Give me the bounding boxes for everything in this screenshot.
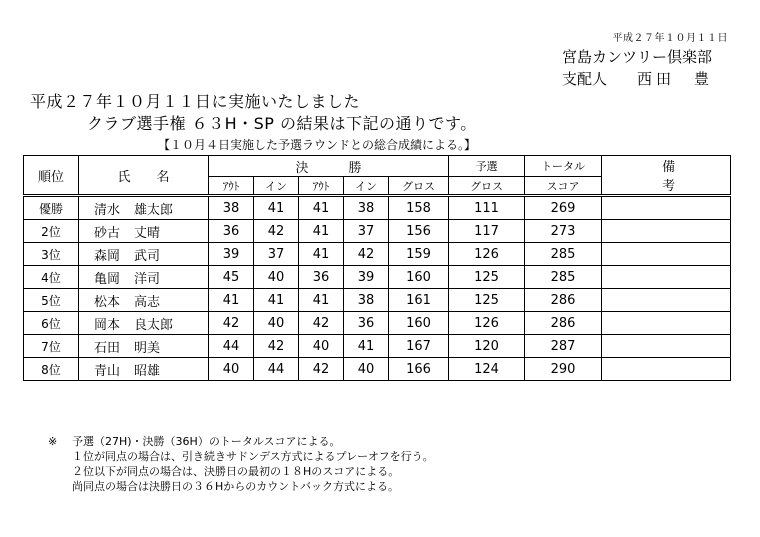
cell-name [79, 312, 209, 335]
cell-total: 286 [525, 289, 602, 312]
cell-remarks [602, 312, 731, 335]
cell-qual: 125 [449, 266, 525, 289]
cell-in: 40 [254, 266, 299, 289]
cell-name [79, 220, 209, 243]
results-body [24, 196, 731, 381]
cell-name [79, 196, 209, 220]
cell-name [79, 358, 209, 381]
header-remarks: 備考 [602, 156, 731, 196]
cell-total: 287 [525, 335, 602, 358]
family-name: 松本 [94, 294, 121, 310]
cell-out2: 41 [299, 220, 344, 243]
header-in-2: イン [344, 177, 389, 196]
cell-rank: 7位 [24, 335, 79, 358]
given-name: 武司 [134, 248, 161, 264]
table-row [24, 196, 731, 220]
given-name: 良太郎 [134, 317, 174, 333]
table-row [24, 220, 731, 243]
cell-out: 45 [209, 266, 254, 289]
note-line-0 [48, 434, 434, 449]
given-name: 雄太郎 [134, 202, 174, 218]
results-table [23, 155, 736, 381]
cell-in: 41 [254, 196, 299, 220]
note-mark: ※ [48, 435, 58, 448]
given-name: 明美 [134, 340, 161, 356]
cell-gross: 166 [389, 358, 449, 381]
cell-total: 286 [525, 312, 602, 335]
cell-out: 39 [209, 243, 254, 266]
header-row-1 [24, 156, 731, 177]
header-out-2: ｱｳﾄ [299, 177, 344, 196]
cell-gross: 158 [389, 196, 449, 220]
cell-out2: 40 [299, 335, 344, 358]
table-row [24, 266, 731, 289]
family-name: 青山 [94, 363, 121, 379]
cell-total: 285 [525, 243, 602, 266]
table-row [24, 335, 731, 358]
header-qual-gross: グロス [449, 177, 525, 196]
cell-rank: 5位 [24, 289, 79, 312]
header-final-gross: グロス [389, 177, 449, 196]
club-name: 宮島カンツリー倶楽部 [562, 48, 713, 66]
header-name: 氏 名 [79, 156, 209, 196]
manager-title: 支配人 [562, 70, 608, 88]
cell-in2: 36 [344, 312, 389, 335]
cell-qual: 120 [449, 335, 525, 358]
header-final: 決勝 [209, 156, 449, 177]
cell-name [79, 335, 209, 358]
cell-out: 44 [209, 335, 254, 358]
manager-name: 西田 豊 [637, 70, 714, 88]
cell-out2: 36 [299, 266, 344, 289]
family-name: 砂古 [94, 225, 121, 241]
cell-total: 273 [525, 220, 602, 243]
cell-out: 36 [209, 220, 254, 243]
cell-out: 38 [209, 196, 254, 220]
cell-out2: 42 [299, 312, 344, 335]
cell-qual: 124 [449, 358, 525, 381]
cell-gross: 161 [389, 289, 449, 312]
family-name: 清水 [94, 202, 121, 218]
cell-gross: 167 [389, 335, 449, 358]
intro-line-1: 平成２７年１０月１１日に実施いたしました [30, 92, 361, 111]
given-name: 洋司 [134, 271, 161, 287]
cell-qual: 126 [449, 312, 525, 335]
family-name: 森岡 [94, 248, 121, 264]
cell-in2: 39 [344, 266, 389, 289]
document-date: 平成２７年１０月１１日 [612, 33, 728, 44]
cell-gross: 156 [389, 220, 449, 243]
family-name: 岡本 [94, 317, 121, 333]
table-row [24, 312, 731, 335]
cell-name [79, 289, 209, 312]
cell-total: 285 [525, 266, 602, 289]
table-row [24, 243, 731, 266]
cell-total: 269 [525, 196, 602, 220]
family-name: 亀岡 [94, 271, 121, 287]
intro-line-2: クラブ選手権 ６３H・SP の結果は下記の通りです。 [87, 114, 477, 133]
cell-in: 41 [254, 289, 299, 312]
cell-gross: 159 [389, 243, 449, 266]
cell-out: 42 [209, 312, 254, 335]
cell-in2: 42 [344, 243, 389, 266]
note-line-2: ２位以下が同点の場合は、決勝日の最初の１８Hのスコアによる。 [72, 465, 400, 478]
cell-in2: 40 [344, 358, 389, 381]
notes [48, 434, 434, 494]
cell-out: 41 [209, 289, 254, 312]
cell-in2: 41 [344, 335, 389, 358]
cell-remarks [602, 220, 731, 243]
cell-gross: 160 [389, 312, 449, 335]
cell-name [79, 266, 209, 289]
cell-qual: 126 [449, 243, 525, 266]
cell-rank: 8位 [24, 358, 79, 381]
cell-qual: 111 [449, 196, 525, 220]
cell-total: 290 [525, 358, 602, 381]
cell-name [79, 243, 209, 266]
cell-out2: 41 [299, 196, 344, 220]
header-total-line1: トータル [525, 156, 602, 177]
cell-out: 40 [209, 358, 254, 381]
given-name: 高志 [134, 294, 161, 310]
cell-in2: 38 [344, 196, 389, 220]
cell-remarks [602, 196, 731, 220]
cell-qual: 117 [449, 220, 525, 243]
cell-out2: 42 [299, 358, 344, 381]
cell-out2: 41 [299, 243, 344, 266]
note-line-3: 尚同点の場合は決勝日の３６Hからのカウントバック方式による。 [72, 480, 400, 493]
cell-in2: 37 [344, 220, 389, 243]
cell-in: 42 [254, 335, 299, 358]
given-name: 丈晴 [134, 225, 161, 241]
cell-in2: 38 [344, 289, 389, 312]
cell-remarks [602, 289, 731, 312]
cell-remarks [602, 243, 731, 266]
given-name: 昭雄 [134, 363, 161, 379]
header-out-1: ｱｳﾄ [209, 177, 254, 196]
note-line-1: １位が同点の場合は、引き続きサドンデス方式によるプレーオフを行う。 [72, 450, 434, 463]
cell-in: 44 [254, 358, 299, 381]
cell-gross: 160 [389, 266, 449, 289]
cell-in: 40 [254, 312, 299, 335]
cell-out2: 41 [299, 289, 344, 312]
cell-remarks [602, 335, 731, 358]
cell-rank: 3位 [24, 243, 79, 266]
table-row [24, 289, 731, 312]
manager-line [562, 68, 713, 89]
cell-qual: 125 [449, 289, 525, 312]
cell-rank: 4位 [24, 266, 79, 289]
cell-rank: 優勝 [24, 196, 79, 220]
cell-rank: 6位 [24, 312, 79, 335]
table-row [24, 358, 731, 381]
note-text-0: 予選（27H)・決勝（36H）のトータルスコアによる。 [72, 435, 341, 448]
cell-rank: 2位 [24, 220, 79, 243]
cell-remarks [602, 358, 731, 381]
intro-subnote: 【１０月４日実施した予選ラウンドとの総合成績による。】 [158, 138, 477, 152]
cell-remarks [602, 266, 731, 289]
header-in-1: イン [254, 177, 299, 196]
cell-in: 42 [254, 220, 299, 243]
header-rank: 順位 [24, 156, 79, 196]
header-total-line2: スコア [525, 177, 602, 196]
cell-in: 37 [254, 243, 299, 266]
header-qualifying: 予選 [449, 156, 525, 177]
family-name: 石田 [94, 340, 121, 356]
